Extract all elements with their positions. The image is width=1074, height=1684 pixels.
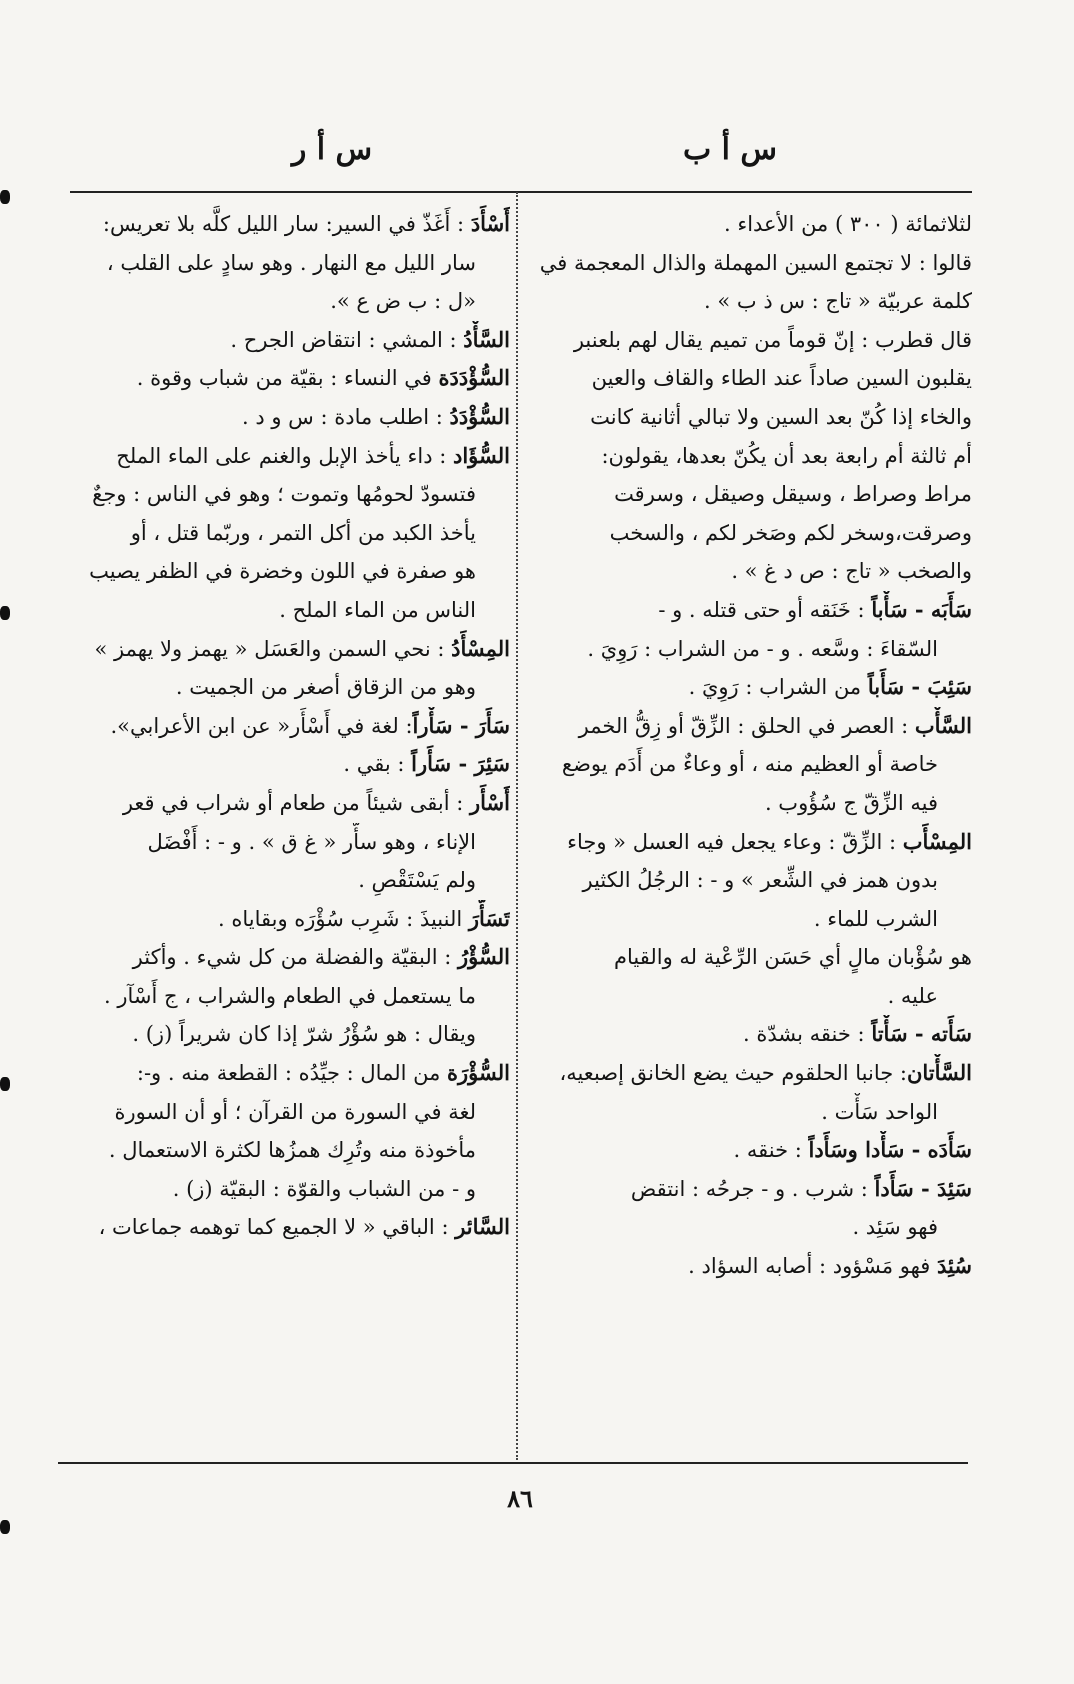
entry-text: قال قطرب : إنّ قوماً من تميم يقال لهم بلعنبر [573, 327, 972, 352]
entry-line [526, 938, 972, 977]
headword: السَّأْدُ [463, 326, 510, 352]
entry-line [58, 823, 510, 862]
entry-text: السّقاءَ : وسَّعه . و - من الشراب : رَوِيَ . [587, 636, 938, 661]
entry-line [526, 1131, 972, 1170]
scan-edge-mark [0, 190, 10, 204]
headword: سَأَبَه - سَأْباً [871, 596, 972, 622]
entry-text: : المشي : انتقاض الجرح . [230, 327, 464, 352]
entry-line [58, 707, 510, 746]
entry-line [526, 1170, 972, 1209]
entry-text: والخاء إذا كُنّ بعد السين ولا تبالي أثانية كانت [590, 404, 972, 429]
entry-line [526, 1054, 972, 1093]
entry-text: يأخذ الكبد من أكل التمر ، وربّما قتل ، أو [130, 520, 476, 545]
headword: السَّأْتان [906, 1060, 972, 1086]
headword: تَسَأَّرَ [468, 905, 510, 931]
entry-line [58, 321, 510, 360]
entry-line [58, 205, 510, 244]
entry-line [526, 900, 972, 939]
entry-line [526, 1093, 972, 1132]
headword: سَأَدَه - سَأْدا وسَأَداً [808, 1137, 972, 1163]
headword: سَئِرَ - سَأَراً [411, 751, 510, 777]
entry-text: : داء يأخذ الإبل والغنم على الماء الملح [116, 443, 453, 468]
entry-text: الإناء ، وهو سأّر « غ ق » . و - : أَفْضَل [147, 829, 476, 854]
entry-line [526, 977, 972, 1016]
entry-line [526, 321, 972, 360]
entry-line [58, 1054, 510, 1093]
entry-line [58, 861, 510, 900]
entry-line [58, 437, 510, 476]
entry-line [526, 205, 972, 244]
scan-edge-mark [0, 1520, 10, 1534]
entry-line [58, 630, 510, 669]
entry-line [58, 244, 510, 283]
entry-text: من المال : جيِّدُه : القطعة منه . و-: [136, 1061, 448, 1086]
entry-text: فتسودّ لحومُها وتموت ؛ وهو في الناس : وجعٌ [92, 482, 476, 507]
entry-text: : أبقى شيئاً من طعام أو شراب في قعر [122, 790, 471, 815]
column-divider [516, 192, 518, 1460]
entry-text: فهو سَئِد . [852, 1215, 938, 1240]
entry-text: «ل : ب ض ع ». [330, 289, 476, 314]
entry-text: و - من الشباب والقوّة : البقيّة (ز) . [172, 1176, 476, 1201]
entry-line [526, 630, 972, 669]
headword: المِسْأَدُ [451, 635, 510, 661]
entry-line [58, 1131, 510, 1170]
entry-text: وصرقت،وسخر لكم وصَخر لكم ، والسخب [609, 520, 972, 545]
right-column [526, 205, 972, 1286]
entry-line [526, 745, 972, 784]
entry-text: قالوا : لا تجتمع السين المهملة والذال المعجمة في [539, 250, 972, 275]
entry-line [526, 1015, 972, 1054]
headword: السُّؤْدَدُ [449, 403, 510, 429]
footer-rule [58, 1462, 968, 1464]
entry-text: لغة في السورة من القرآن ؛ أو أن السورة [114, 1099, 476, 1124]
headword: أَسْأَر [470, 789, 510, 815]
entry-text: في النساء : بقيّة من شباب وقوة . [136, 366, 439, 391]
entry-text: : البقيّة والفضلة من كل شيء . وأكثر [132, 945, 459, 970]
running-head-left: س أ ر [291, 132, 373, 167]
entry-text: الشرب للماء . [813, 906, 938, 931]
headword: السَّأْب [914, 712, 972, 738]
entry-text: الواحد سَأْت . [821, 1099, 938, 1124]
entry-text: مأخوذة منه وتُرِك همزُها لكثرة الاستعمال . [108, 1138, 476, 1163]
entry-text: هو سُؤْبان مالٍ أي حَسَن الرِّعْية له والقيام [614, 945, 972, 970]
entry-line [526, 244, 972, 283]
entry-text: مراط وصراط ، وسيقل وصيقل ، وسرقت [614, 482, 972, 507]
entry-line [58, 745, 510, 784]
entry-text: : بقي . [343, 752, 412, 777]
entry-text: الناس من الماء الملح . [279, 597, 476, 622]
entry-text: : خنقه . [733, 1138, 809, 1163]
entry-line [58, 359, 510, 398]
entry-line [526, 514, 972, 553]
headword: السُّؤْرُ [458, 944, 510, 970]
entry-text: : خَنَقه أو حتى قتله . و - [658, 597, 872, 622]
entry-text: النبيذَ : شَرِب سُؤْرَه وبقاياه . [218, 906, 469, 931]
entry-line [526, 1247, 972, 1286]
headword: السُّؤْرَة [447, 1060, 510, 1086]
headword: سَئِبَ - سَأَباً [867, 674, 972, 700]
entry-line [526, 398, 972, 437]
entry-line [58, 514, 510, 553]
entry-line [526, 282, 972, 321]
entry-line [526, 668, 972, 707]
entry-text: : الباقي « لا الجميع كما توهمه جماعات ، [98, 1215, 456, 1240]
entry-text: فهو مَسْؤود : أصابه السؤاد . [688, 1254, 938, 1279]
headword: السُّؤَاد [452, 442, 510, 468]
entry-text: فيه الزِّقّ ج سُؤُوب . [764, 790, 938, 815]
headword: السَّائر [455, 1214, 510, 1240]
entry-text: خاصة أو العظيم منه ، أو وعاءٌ من أَدَم يوضع [561, 752, 938, 777]
entry-text: وهو من الزقاق أصغر من الجميت . [175, 675, 476, 700]
entry-line [526, 861, 972, 900]
entry-line [526, 1208, 972, 1247]
entry-text: ولم يَسْتَقْصِ . [358, 868, 476, 893]
entry-text: : نحي السمن والعَسَل « يهمز ولا يهمز » [94, 636, 452, 661]
entry-line [58, 282, 510, 321]
entry-text: كلمة عربيّة « تاج : س ذ ب » . [704, 289, 972, 314]
entry-line [58, 1093, 510, 1132]
entry-line [526, 707, 972, 746]
headword: سَئِدَ - سَأَداً [874, 1175, 972, 1201]
scan-edge-mark [0, 1077, 10, 1091]
entry-line [58, 1170, 510, 1209]
entry-line [58, 900, 510, 939]
entry-line [58, 977, 510, 1016]
entry-line [58, 475, 510, 514]
entry-text: : خنقه بشدّة . [743, 1022, 872, 1047]
left-column [58, 205, 510, 1247]
entry-text: : شرب . و - جرحُه : انتقض [630, 1176, 875, 1201]
entry-text: يقلبون السين صاداً عند الطاء والقاف والعين [591, 366, 972, 391]
entry-line [526, 359, 972, 398]
entry-line [58, 1208, 510, 1247]
headword: المِسْأَب [902, 828, 972, 854]
entry-line [58, 398, 510, 437]
entry-text: : العصر في الحلق : الزِّقّ أو زِقُّ الخمر [578, 713, 915, 738]
entry-line [526, 437, 972, 476]
entry-line [526, 475, 972, 514]
entry-text: سار الليل مع النهار . وهو سادٍ على القلب ، [106, 250, 476, 275]
entry-text: : لغة في أَسْأَر« عن ابن الأعرابي». [110, 713, 413, 738]
entry-line [58, 784, 510, 823]
entry-text: عليه . [887, 983, 938, 1008]
headword: سُئِدَ [937, 1253, 972, 1279]
entry-text: والصخب « تاج : ص د غ » . [731, 559, 972, 584]
entry-line [58, 591, 510, 630]
entry-line [58, 552, 510, 591]
header-rule [70, 191, 972, 193]
entry-text: : اطلب مادة : س و د . [241, 404, 450, 429]
entry-line [58, 668, 510, 707]
entry-text: لثلاثمائة ( ٣٠٠ ) من الأعداء . [723, 212, 972, 236]
entry-line [526, 591, 972, 630]
entry-text: أم ثالثة أم رابعة بعد أن يكُنّ بعدها، يقولون: [601, 443, 972, 468]
running-head-right: س أ ب [682, 132, 778, 167]
entry-text: من الشراب : رَوِيَ . [688, 675, 868, 700]
entry-text: ويقال : هو سُؤْرُ شرّ إذا كان شريراً (ز) . [132, 1022, 476, 1047]
entry-line [58, 938, 510, 977]
entry-text: : الزِّقّ : وعاء يجعل فيه العسل « وجاء [567, 829, 903, 854]
headword: سَأَته - سَأْتاً [871, 1021, 972, 1047]
entry-text: : أَغَذّ في السير: سار الليل كلَّه بلا تعريس: [102, 212, 471, 236]
entry-text: : جانبا الحلقوم حيث يضع الخانق إصبعيه، [559, 1061, 907, 1086]
page-number: ٨٦ [507, 1484, 533, 1513]
entry-line [526, 784, 972, 823]
entry-line [58, 1015, 510, 1054]
headword: أَسْأَدَ [470, 211, 510, 236]
headword: سَأَرَ - سَأْراً [412, 712, 510, 738]
entry-text: هو صفرة في اللون وخضرة في الظفر يصيب [89, 559, 476, 584]
entry-text: بدون همز في الشِّعر » و - : الرجُلُ الكثير [582, 868, 938, 893]
scan-edge-mark [0, 606, 10, 620]
entry-line [526, 552, 972, 591]
entry-text: ما يستعمل في الطعام والشراب ، ج أَسْآر . [104, 983, 476, 1008]
headword: السُّؤْدَدَة [438, 365, 510, 391]
entry-line [526, 823, 972, 862]
